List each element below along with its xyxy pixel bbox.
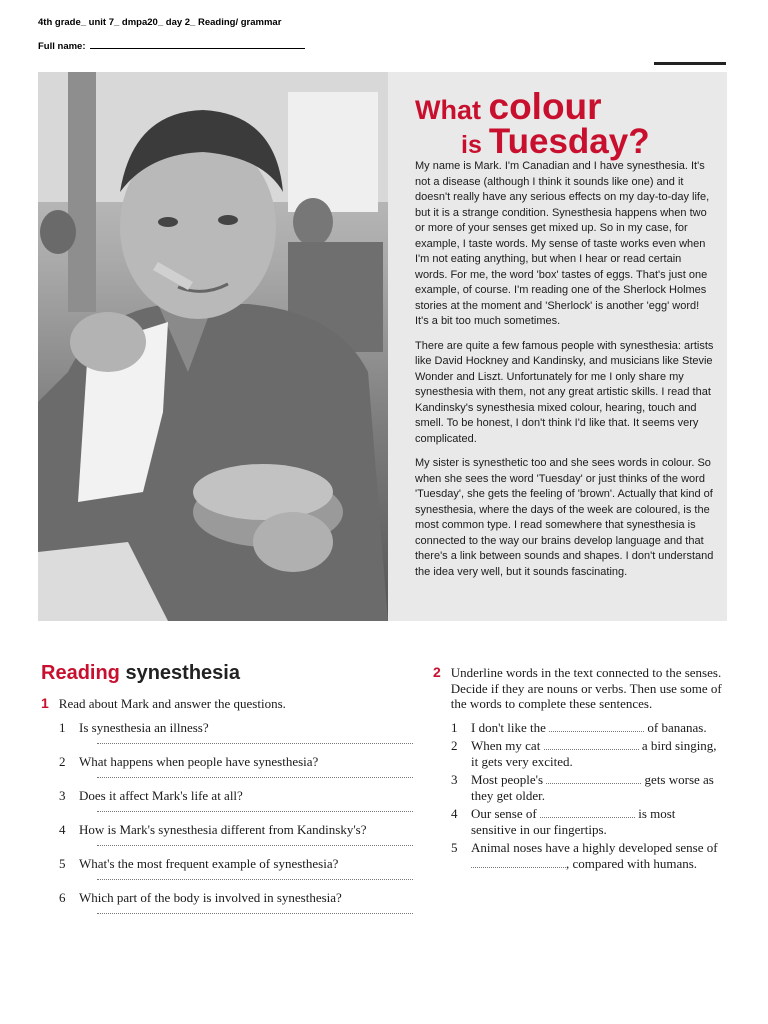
sentence-end: is most sensitive in our fingertips. <box>471 806 676 837</box>
question-number: 1 <box>59 720 66 735</box>
fill-blank[interactable] <box>544 739 639 750</box>
sentence-number: 5 <box>451 840 458 855</box>
exercise-1 <box>41 695 413 924</box>
photo-man-eating-sandwich <box>38 72 388 621</box>
worksheet-header: 4th grade_ unit 7_ dmpa20_ day 2_ Reading/ grammar <box>38 17 282 28</box>
question-item <box>59 788 413 822</box>
answer-line[interactable] <box>97 845 413 846</box>
question-item <box>59 856 413 890</box>
sentence-number: 2 <box>451 738 458 753</box>
full-name-label: Full name: <box>38 41 86 52</box>
sentence-number: 1 <box>451 719 458 735</box>
question-text: What happens when people have synesthesia? <box>79 754 319 769</box>
section-title-topic: synesthesia <box>125 662 240 684</box>
sentence-start: Animal noses have a highly developed sense of <box>471 840 718 855</box>
sentence-item <box>451 806 723 837</box>
answer-line[interactable] <box>97 913 413 914</box>
title-what: What <box>415 95 481 125</box>
article-paragraph: My name is Mark. I'm Canadian and I have synesthesia. It's not a disease (although I think it sounds like one) and it doesn't really have any serious effects on my day-to-day life, but it is a strange condition. Synesthesia happens when two or more of your senses get mixed up. So in my case, for example, I taste words. My sense of taste works even when I'm not eating anything, but when I hear or read certain words. For me, the word 'box' tastes of eggs. That's just one example, of course. I'm reading one of the Sherlock Holmes stories at the moment and 'Sherlock' is another 'egg' word! It's a bit too much sometimes. <box>415 160 710 327</box>
question-number: 3 <box>59 788 66 803</box>
question-text: Is synesthesia an illness? <box>79 720 209 735</box>
sentence-number: 3 <box>451 772 458 787</box>
section-title <box>41 662 240 685</box>
sentence-item <box>451 840 723 871</box>
full-name-row <box>38 40 305 52</box>
exercise-instruction: Read about Mark and answer the questions. <box>58 696 286 711</box>
answer-line[interactable] <box>97 811 413 812</box>
question-item <box>59 754 413 788</box>
question-text: How is Mark's synesthesia different from Kandinsky's? <box>79 822 367 837</box>
question-item <box>59 890 413 924</box>
sentence-item <box>451 720 723 736</box>
exercise-number: 1 <box>41 695 49 711</box>
corner-rule <box>654 62 726 65</box>
article-body <box>415 159 715 589</box>
exercise-number: 2 <box>433 664 441 680</box>
answer-line[interactable] <box>97 777 413 778</box>
fill-blank[interactable] <box>549 721 644 732</box>
question-item <box>59 822 413 856</box>
question-number: 6 <box>59 890 66 905</box>
fill-blank[interactable] <box>546 773 641 784</box>
title-tuesday: Tuesday? <box>488 122 650 161</box>
exercise-2 <box>433 665 723 874</box>
question-text: What's the most frequent example of synesthesia? <box>79 856 339 871</box>
question-number: 4 <box>59 822 66 837</box>
answer-line[interactable] <box>97 743 413 744</box>
sentence-start: Our sense of <box>471 806 537 821</box>
sentence-end: , compared with humans. <box>566 855 698 871</box>
section-title-reading: Reading <box>41 662 120 684</box>
article-paragraph: My sister is synesthetic too and she sees words in colour. So when she sees the word 'Tuesday' or just thinks of the word 'Tuesday', she gets the feeling of 'brown'. Actually that kind of synesthesia, where the days of the week are coloured, is the most common type. I read somewhere that synesthesia is connected to the way our brains develop language and that there's a link between sounds and shapes. I don't understand the idea very well, but it sounds fascinating. <box>415 457 714 578</box>
exercise-instruction: Underline words in the text connected to the senses. Decide if they are nouns or verbs. Then use some of the words to complete these sentences. <box>450 665 722 711</box>
sentence-number: 4 <box>451 806 458 821</box>
sentence-item <box>451 738 723 769</box>
question-text: Does it affect Mark's life at all? <box>79 788 243 803</box>
question-text: Which part of the body is involved in synesthesia? <box>79 890 342 905</box>
question-item <box>59 720 413 754</box>
full-name-line <box>90 40 305 49</box>
question-number: 5 <box>59 856 66 871</box>
fill-blank[interactable] <box>471 857 566 868</box>
answer-line[interactable] <box>97 879 413 880</box>
sentence-end: of bananas. <box>647 719 707 735</box>
article-paragraph: There are quite a few famous people with synesthesia: artists like David Hockney and Kandinsky, and musicians like Stevie Wonder and Liszt. Unfortunately for me I only share my synesthesia with them, not any great artistic skills. I read that Kandinsky's synesthesia mixed colour, hearing, touch and smell. To be honest, I don't think I'd like that. It seems very complicated. <box>415 339 714 445</box>
sentence-item <box>451 772 723 803</box>
question-number: 2 <box>59 754 66 769</box>
sentence-end: gets worse as they get older. <box>471 772 714 803</box>
title-colour: colour <box>488 86 602 127</box>
fill-blank[interactable] <box>540 807 635 818</box>
sentence-end: a bird singing, it gets very excited. <box>471 738 717 769</box>
title-is: is <box>461 131 482 159</box>
sentence-start: Most people's <box>471 772 544 787</box>
sentence-start: When my cat <box>471 738 541 753</box>
article-panel <box>38 72 727 621</box>
sentence-start: I don't like the <box>471 719 546 735</box>
